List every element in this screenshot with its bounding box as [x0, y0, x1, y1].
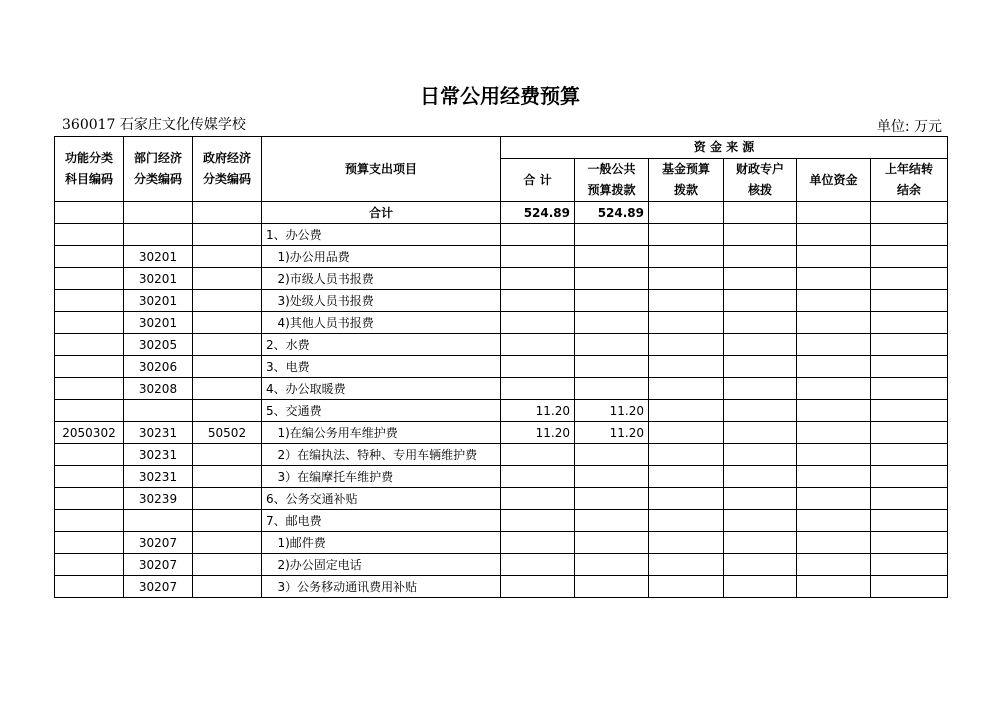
cell-dept-econ-code: 30201	[124, 246, 193, 268]
table-row	[55, 444, 948, 466]
table-row	[55, 268, 948, 290]
cell-function-code	[55, 378, 124, 400]
cell-budget-item: 2)市级人员书报费	[262, 268, 501, 290]
table-row	[55, 378, 948, 400]
cell-fiscal-special	[724, 444, 797, 466]
cell-gov-econ-code	[193, 466, 262, 488]
cell-budget-item: 1)办公用品费	[262, 246, 501, 268]
cell-budget-item: 2)办公固定电话	[262, 554, 501, 576]
cell-fiscal-special	[724, 312, 797, 334]
cell-budget-item: 5、交通费	[262, 400, 501, 422]
table-row	[55, 488, 948, 510]
cell-unit-funds	[797, 334, 871, 356]
cell-fiscal-special	[724, 422, 797, 444]
cell-fiscal-special	[724, 378, 797, 400]
cell-unit-funds	[797, 246, 871, 268]
cell-gov-econ-code	[193, 312, 262, 334]
cell-carryover	[871, 334, 948, 356]
table-row	[55, 202, 948, 224]
cell-gov-econ-code	[193, 576, 262, 598]
cell-function-code	[55, 554, 124, 576]
cell-fund-budget	[649, 334, 724, 356]
cell-fiscal-special	[724, 466, 797, 488]
cell-total: 11.20	[501, 422, 575, 444]
cell-unit-funds	[797, 466, 871, 488]
cell-gov-econ-code	[193, 290, 262, 312]
cell-gov-econ-code	[193, 378, 262, 400]
cell-general-budget	[575, 444, 649, 466]
cell-fiscal-special	[724, 576, 797, 598]
cell-gov-econ-code	[193, 532, 262, 554]
cell-dept-econ-code	[124, 510, 193, 532]
cell-carryover	[871, 444, 948, 466]
cell-general-budget: 11.20	[575, 400, 649, 422]
cell-carryover	[871, 400, 948, 422]
cell-gov-econ-code	[193, 400, 262, 422]
organization-label: 360017 石家庄文化传媒学校	[62, 117, 246, 133]
table-row	[55, 422, 948, 444]
cell-unit-funds	[797, 510, 871, 532]
cell-fiscal-special	[724, 532, 797, 554]
header-budget-item: 预算支出项目	[262, 137, 501, 202]
cell-general-budget	[575, 312, 649, 334]
cell-fund-budget	[649, 312, 724, 334]
cell-total	[501, 312, 575, 334]
cell-dept-econ-code	[124, 224, 193, 246]
cell-fund-budget	[649, 202, 724, 224]
cell-unit-funds	[797, 224, 871, 246]
cell-function-code	[55, 576, 124, 598]
cell-budget-item: 6、公务交通补贴	[262, 488, 501, 510]
cell-general-budget	[575, 246, 649, 268]
cell-fund-budget	[649, 576, 724, 598]
cell-budget-item: 4、办公取暖费	[262, 378, 501, 400]
cell-budget-item: 4)其他人员书报费	[262, 312, 501, 334]
cell-function-code	[55, 532, 124, 554]
cell-dept-econ-code: 30231	[124, 422, 193, 444]
header-funding-source: 资 金 来 源	[501, 137, 948, 159]
cell-unit-funds	[797, 444, 871, 466]
cell-function-code	[55, 202, 124, 224]
cell-dept-econ-code	[124, 202, 193, 224]
cell-total	[501, 576, 575, 598]
cell-gov-econ-code	[193, 554, 262, 576]
cell-general-budget	[575, 466, 649, 488]
cell-fund-budget	[649, 356, 724, 378]
cell-unit-funds	[797, 554, 871, 576]
table-row	[55, 334, 948, 356]
cell-unit-funds	[797, 290, 871, 312]
cell-function-code	[55, 268, 124, 290]
cell-dept-econ-code: 30239	[124, 488, 193, 510]
cell-general-budget	[575, 378, 649, 400]
cell-general-budget	[575, 268, 649, 290]
header-function-code: 功能分类 科目编码	[55, 137, 124, 202]
cell-carryover	[871, 488, 948, 510]
page-title: 日常公用经费预算	[420, 84, 580, 108]
cell-budget-item: 1)在编公务用车维护费	[262, 422, 501, 444]
cell-unit-funds	[797, 576, 871, 598]
cell-function-code	[55, 312, 124, 334]
table-header	[55, 137, 948, 202]
cell-total: 11.20	[501, 400, 575, 422]
cell-total: 524.89	[501, 202, 575, 224]
cell-total	[501, 290, 575, 312]
cell-fund-budget	[649, 246, 724, 268]
cell-gov-econ-code	[193, 202, 262, 224]
cell-fund-budget	[649, 466, 724, 488]
cell-fund-budget	[649, 224, 724, 246]
cell-carryover	[871, 510, 948, 532]
cell-carryover	[871, 268, 948, 290]
cell-gov-econ-code	[193, 334, 262, 356]
cell-fiscal-special	[724, 554, 797, 576]
cell-general-budget: 524.89	[575, 202, 649, 224]
cell-fund-budget	[649, 290, 724, 312]
cell-unit-funds	[797, 268, 871, 290]
cell-budget-item: 1、办公费	[262, 224, 501, 246]
cell-gov-econ-code	[193, 224, 262, 246]
table-row	[55, 532, 948, 554]
cell-total	[501, 246, 575, 268]
cell-general-budget	[575, 554, 649, 576]
cell-fiscal-special	[724, 290, 797, 312]
table-row	[55, 400, 948, 422]
cell-dept-econ-code: 30207	[124, 576, 193, 598]
cell-budget-item: 3、电费	[262, 356, 501, 378]
table-row	[55, 576, 948, 598]
cell-total	[501, 378, 575, 400]
cell-fund-budget	[649, 400, 724, 422]
table-row	[55, 554, 948, 576]
cell-gov-econ-code	[193, 356, 262, 378]
cell-unit-funds	[797, 532, 871, 554]
cell-dept-econ-code	[124, 400, 193, 422]
cell-carryover	[871, 290, 948, 312]
cell-general-budget	[575, 290, 649, 312]
cell-gov-econ-code	[193, 246, 262, 268]
cell-dept-econ-code: 30201	[124, 312, 193, 334]
cell-total	[501, 554, 575, 576]
cell-budget-item: 3）在编摩托车维护费	[262, 466, 501, 488]
header-total: 合 计	[501, 159, 575, 202]
cell-fund-budget	[649, 510, 724, 532]
cell-function-code	[55, 466, 124, 488]
cell-carryover	[871, 246, 948, 268]
cell-fund-budget	[649, 444, 724, 466]
cell-total	[501, 334, 575, 356]
header-fiscal-special: 财政专户 核拨	[724, 159, 797, 202]
cell-unit-funds	[797, 422, 871, 444]
header-fund-budget: 基金预算 拨款	[649, 159, 724, 202]
cell-total	[501, 510, 575, 532]
cell-unit-funds	[797, 312, 871, 334]
cell-unit-funds	[797, 356, 871, 378]
cell-fiscal-special	[724, 334, 797, 356]
cell-dept-econ-code: 30231	[124, 466, 193, 488]
cell-general-budget	[575, 488, 649, 510]
cell-carryover	[871, 422, 948, 444]
cell-unit-funds	[797, 488, 871, 510]
cell-carryover	[871, 554, 948, 576]
table-body	[55, 202, 948, 598]
cell-fund-budget	[649, 268, 724, 290]
cell-budget-item: 1)邮件费	[262, 532, 501, 554]
table-row	[55, 510, 948, 532]
cell-carryover	[871, 532, 948, 554]
cell-function-code	[55, 488, 124, 510]
table-row	[55, 246, 948, 268]
cell-carryover	[871, 466, 948, 488]
cell-general-budget: 11.20	[575, 422, 649, 444]
cell-function-code: 2050302	[55, 422, 124, 444]
cell-carryover	[871, 378, 948, 400]
cell-fiscal-special	[724, 246, 797, 268]
cell-general-budget	[575, 224, 649, 246]
cell-dept-econ-code: 30208	[124, 378, 193, 400]
budget-table	[54, 136, 948, 598]
cell-budget-item: 7、邮电费	[262, 510, 501, 532]
cell-function-code	[55, 444, 124, 466]
cell-gov-econ-code	[193, 510, 262, 532]
cell-gov-econ-code	[193, 444, 262, 466]
cell-unit-funds	[797, 378, 871, 400]
cell-fiscal-special	[724, 510, 797, 532]
table-row	[55, 224, 948, 246]
header-general-budget: 一般公共 预算拨款	[575, 159, 649, 202]
cell-function-code	[55, 356, 124, 378]
cell-total	[501, 356, 575, 378]
cell-budget-item: 3）公务移动通讯费用补贴	[262, 576, 501, 598]
cell-general-budget	[575, 576, 649, 598]
cell-dept-econ-code: 30207	[124, 532, 193, 554]
cell-unit-funds	[797, 400, 871, 422]
cell-carryover	[871, 356, 948, 378]
header-gov-econ-code: 政府经济 分类编码	[193, 137, 262, 202]
cell-total	[501, 268, 575, 290]
cell-carryover	[871, 224, 948, 246]
cell-fiscal-special	[724, 488, 797, 510]
cell-dept-econ-code: 30201	[124, 290, 193, 312]
cell-function-code	[55, 400, 124, 422]
cell-total	[501, 466, 575, 488]
cell-function-code	[55, 224, 124, 246]
cell-dept-econ-code: 30201	[124, 268, 193, 290]
cell-gov-econ-code	[193, 268, 262, 290]
cell-general-budget	[575, 510, 649, 532]
cell-function-code	[55, 510, 124, 532]
cell-fund-budget	[649, 532, 724, 554]
table-row	[55, 466, 948, 488]
cell-fiscal-special	[724, 224, 797, 246]
cell-general-budget	[575, 356, 649, 378]
cell-fiscal-special	[724, 400, 797, 422]
header-unit-funds: 单位资金	[797, 159, 871, 202]
cell-function-code	[55, 290, 124, 312]
cell-dept-econ-code: 30207	[124, 554, 193, 576]
cell-function-code	[55, 334, 124, 356]
unit-label: 单位: 万元	[876, 119, 942, 135]
cell-fund-budget	[649, 378, 724, 400]
cell-fund-budget	[649, 554, 724, 576]
table-row	[55, 356, 948, 378]
table-row	[55, 312, 948, 334]
cell-total	[501, 532, 575, 554]
cell-carryover	[871, 312, 948, 334]
cell-general-budget	[575, 532, 649, 554]
cell-carryover	[871, 202, 948, 224]
cell-budget-item: 合计	[262, 202, 501, 224]
cell-budget-item: 2、水费	[262, 334, 501, 356]
cell-total	[501, 444, 575, 466]
cell-budget-item: 2）在编执法、特种、专用车辆维护费	[262, 444, 501, 466]
cell-fiscal-special	[724, 202, 797, 224]
cell-dept-econ-code: 30205	[124, 334, 193, 356]
cell-gov-econ-code: 50502	[193, 422, 262, 444]
table-row	[55, 290, 948, 312]
header-carryover: 上年结转 结余	[871, 159, 948, 202]
cell-dept-econ-code: 30206	[124, 356, 193, 378]
cell-total	[501, 224, 575, 246]
cell-dept-econ-code: 30231	[124, 444, 193, 466]
cell-total	[501, 488, 575, 510]
cell-fiscal-special	[724, 268, 797, 290]
cell-general-budget	[575, 334, 649, 356]
cell-function-code	[55, 246, 124, 268]
cell-fiscal-special	[724, 356, 797, 378]
cell-unit-funds	[797, 202, 871, 224]
header-dept-econ-code: 部门经济 分类编码	[124, 137, 193, 202]
cell-fund-budget	[649, 422, 724, 444]
cell-fund-budget	[649, 488, 724, 510]
cell-budget-item: 3)处级人员书报费	[262, 290, 501, 312]
cell-gov-econ-code	[193, 488, 262, 510]
cell-carryover	[871, 576, 948, 598]
